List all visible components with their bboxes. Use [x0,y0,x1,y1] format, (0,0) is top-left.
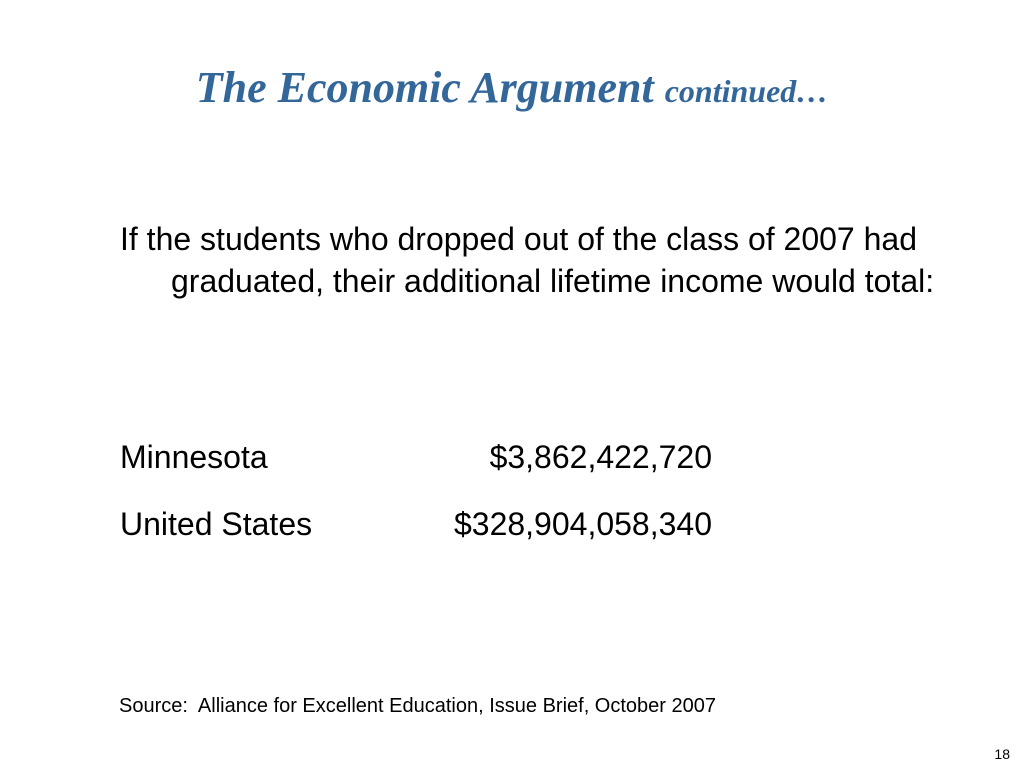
slide-title-suffix: continued… [664,73,829,109]
row-value: $3,862,422,720 [489,439,712,475]
row-label: Minnesota [120,439,268,475]
row-value: $328,904,058,340 [453,506,712,542]
row-label: United States [120,506,313,542]
slide-title [0,64,1024,112]
source-citation: Source: Alliance for Excellent Education, Issue Brief, October 2007 [119,695,716,717]
intro-paragraph: If the students who dropped out of the class of 2007 had graduated, their additional lifetime income would total: [120,221,935,299]
slide-title-main: The Economic Argument [195,63,654,112]
page-number: 18 [994,746,1010,762]
